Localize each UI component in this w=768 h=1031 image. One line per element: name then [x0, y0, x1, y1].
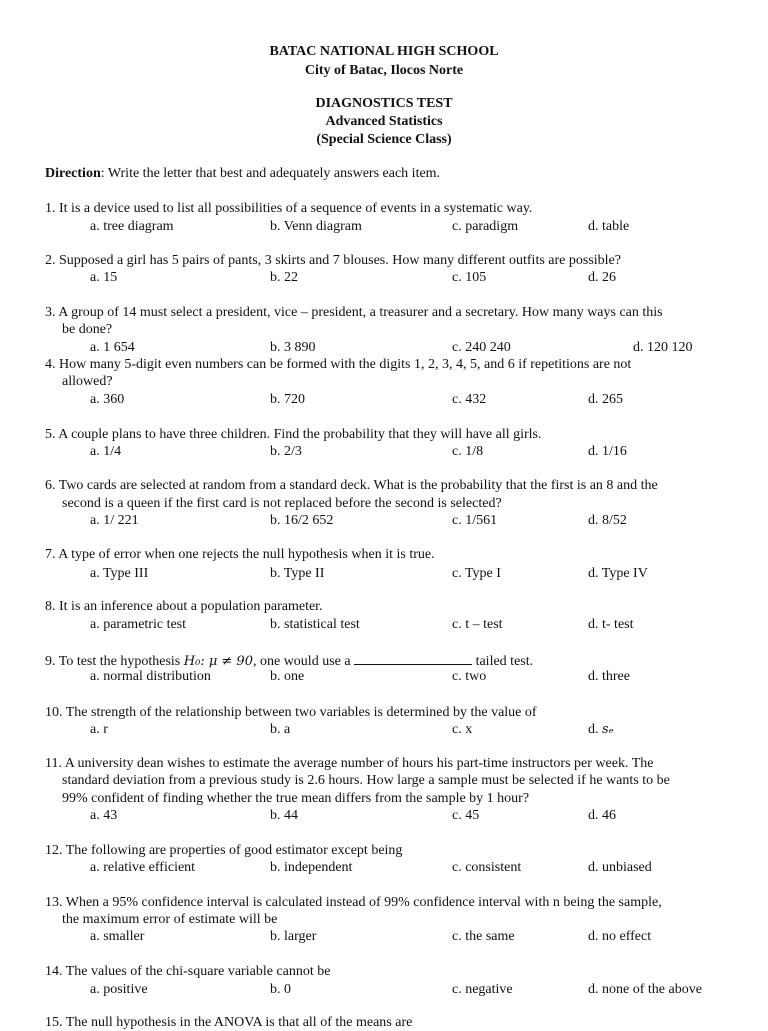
- q9-option-d[interactable]: d. three: [588, 669, 630, 684]
- q1-option-c[interactable]: c. paradigm: [452, 219, 519, 234]
- q2-option-b[interactable]: b. 22: [270, 270, 298, 285]
- direction-label: Direction: [45, 166, 101, 181]
- q10-option-c[interactable]: c. x: [452, 722, 473, 737]
- q13-option-c[interactable]: c. the same: [452, 929, 515, 944]
- q2-option-a[interactable]: a. 15: [90, 270, 118, 285]
- q2-option-c[interactable]: c. 105: [452, 270, 487, 285]
- q12-option-c[interactable]: c. consistent: [452, 860, 522, 875]
- question-11-text-cont-2: 99% confident of finding whether the true mean differs from the sample by 1 hour?: [62, 791, 530, 806]
- q10-option-a[interactable]: a. r: [90, 722, 108, 737]
- q14-option-c[interactable]: c. negative: [452, 982, 513, 997]
- question-4-text-cont: allowed?: [62, 374, 113, 389]
- q5-option-d[interactable]: d. 1/16: [588, 444, 627, 459]
- q5-option-b[interactable]: b. 2/3: [270, 444, 302, 459]
- q13-option-d[interactable]: d. no effect: [588, 929, 652, 944]
- q6-option-d[interactable]: d. 8/52: [588, 513, 627, 528]
- question-8-text: 8. It is an inference about a population parameter.: [45, 599, 323, 614]
- question-4-text: 4. How many 5-digit even numbers can be formed with the digits 1, 2, 3, 4, 5, and 6 if repetitions are not: [45, 357, 632, 372]
- q7-option-b[interactable]: b. Type II: [270, 566, 325, 581]
- q8-option-a[interactable]: a. parametric test: [90, 617, 187, 632]
- q4-option-c[interactable]: c. 432: [452, 392, 487, 407]
- test-title: DIAGNOSTICS TEST: [315, 96, 453, 111]
- q11-option-b[interactable]: b. 44: [270, 808, 298, 823]
- q8-option-b[interactable]: b. statistical test: [270, 617, 360, 632]
- q5-option-a[interactable]: a. 1/4: [90, 444, 122, 459]
- q11-option-d[interactable]: d. 46: [588, 808, 616, 823]
- q10-option-d-label: d.: [588, 722, 602, 737]
- direction-text: : Write the letter that best and adequately answers each item.: [100, 166, 441, 181]
- question-3-text: 3. A group of 14 must select a president, vice – president, a treasurer and a secretary. How many ways can this: [45, 305, 663, 320]
- q1-option-b[interactable]: b. Venn diagram: [270, 219, 362, 234]
- question-2-text: 2. Supposed a girl has 5 pairs of pants, 3 skirts and 7 blouses. How many different outfits are possible?: [45, 253, 621, 268]
- q9-option-a[interactable]: a. normal distribution: [90, 669, 211, 684]
- q9-middle: , one would use a: [252, 654, 355, 669]
- test-class: (Special Science Class): [316, 132, 452, 147]
- question-5-text: 5. A couple plans to have three children. Find the probability that they will have all girls.: [45, 427, 542, 442]
- q9-suffix: tailed test.: [472, 654, 534, 669]
- q1-option-a[interactable]: a. tree diagram: [90, 219, 174, 234]
- question-9-text: [45, 652, 533, 670]
- q4-option-b[interactable]: b. 720: [270, 392, 305, 407]
- q9-hypothesis-formula: H₀: μ ≠ 90: [183, 654, 253, 669]
- question-12-text: 12. The following are properties of good estimator except being: [45, 843, 403, 858]
- q12-option-b[interactable]: b. independent: [270, 860, 353, 875]
- q9-answer-blank[interactable]: [354, 652, 472, 665]
- q9-option-c[interactable]: c. two: [452, 669, 487, 684]
- q5-option-c[interactable]: c. 1/8: [452, 444, 484, 459]
- question-13-text: 13. When a 95% confidence interval is calculated instead of 99% confidence interval with n being the sample,: [45, 895, 662, 910]
- q1-option-d[interactable]: d. table: [588, 219, 630, 234]
- q12-option-a[interactable]: a. relative efficient: [90, 860, 196, 875]
- q8-option-d[interactable]: d. t- test: [588, 617, 634, 632]
- q9-option-b[interactable]: b. one: [270, 669, 305, 684]
- q3-option-b[interactable]: b. 3 890: [270, 340, 316, 355]
- q3-option-c[interactable]: c. 240 240: [452, 340, 511, 355]
- question-11-text: 11. A university dean wishes to estimate the average number of hours his part-time instructors per week. The: [45, 756, 654, 771]
- q14-option-d[interactable]: d. none of the above: [588, 982, 702, 997]
- q7-option-c[interactable]: c. Type I: [452, 566, 501, 581]
- test-subject: Advanced Statistics: [325, 114, 443, 129]
- question-6-text: 6. Two cards are selected at random from a standard deck. What is the probability that the first is an 8 and the: [45, 478, 658, 493]
- q4-option-a[interactable]: a. 360: [90, 392, 125, 407]
- q6-option-c[interactable]: c. 1/561: [452, 513, 498, 528]
- question-3-text-cont: be done?: [62, 322, 113, 337]
- question-6-text-cont: second is a queen if the first card is not replaced before the second is selected?: [62, 496, 502, 511]
- q3-option-a[interactable]: a. 1 654: [90, 340, 135, 355]
- q7-option-a[interactable]: a. Type III: [90, 566, 149, 581]
- q6-option-b[interactable]: b. 16/2 652: [270, 513, 334, 528]
- question-10-text: 10. The strength of the relationship between two variables is determined by the value of: [45, 705, 537, 720]
- question-11-text-cont-1: standard deviation from a previous study is 2.6 hours. How large a sample must be selected if he wants to be: [62, 773, 670, 788]
- question-14-text: 14. The values of the chi-square variable cannot be: [45, 964, 331, 979]
- q13-option-b[interactable]: b. larger: [270, 929, 317, 944]
- question-15-text: 15. The null hypothesis in the ANOVA is that all of the means are: [45, 1015, 413, 1030]
- school-name: BATAC NATIONAL HIGH SCHOOL: [269, 44, 499, 59]
- q3-option-d[interactable]: d. 120 120: [633, 340, 693, 355]
- q10-option-d[interactable]: [588, 722, 614, 738]
- direction: [45, 166, 440, 182]
- q4-option-d[interactable]: d. 265: [588, 392, 623, 407]
- q11-option-a[interactable]: a. 43: [90, 808, 118, 823]
- q12-option-d[interactable]: d. unbiased: [588, 860, 652, 875]
- question-13-text-cont: the maximum error of estimate will be: [62, 912, 278, 927]
- q10-option-b[interactable]: b. a: [270, 722, 291, 737]
- q10-option-d-formula: sₑ: [602, 722, 614, 737]
- q2-option-d[interactable]: d. 26: [588, 270, 616, 285]
- q8-option-c[interactable]: c. t – test: [452, 617, 503, 632]
- question-1-text: 1. It is a device used to list all possibilities of a sequence of events in a systematic way.: [45, 201, 533, 216]
- q14-option-b[interactable]: b. 0: [270, 982, 291, 997]
- q6-option-a[interactable]: a. 1/ 221: [90, 513, 139, 528]
- q13-option-a[interactable]: a. smaller: [90, 929, 145, 944]
- q11-option-c[interactable]: c. 45: [452, 808, 480, 823]
- q9-prefix: 9. To test the hypothesis: [45, 654, 184, 669]
- school-location: City of Batac, Ilocos Norte: [304, 63, 464, 78]
- q7-option-d[interactable]: d. Type IV: [588, 566, 648, 581]
- question-7-text: 7. A type of error when one rejects the null hypothesis when it is true.: [45, 547, 435, 562]
- q14-option-a[interactable]: a. positive: [90, 982, 148, 997]
